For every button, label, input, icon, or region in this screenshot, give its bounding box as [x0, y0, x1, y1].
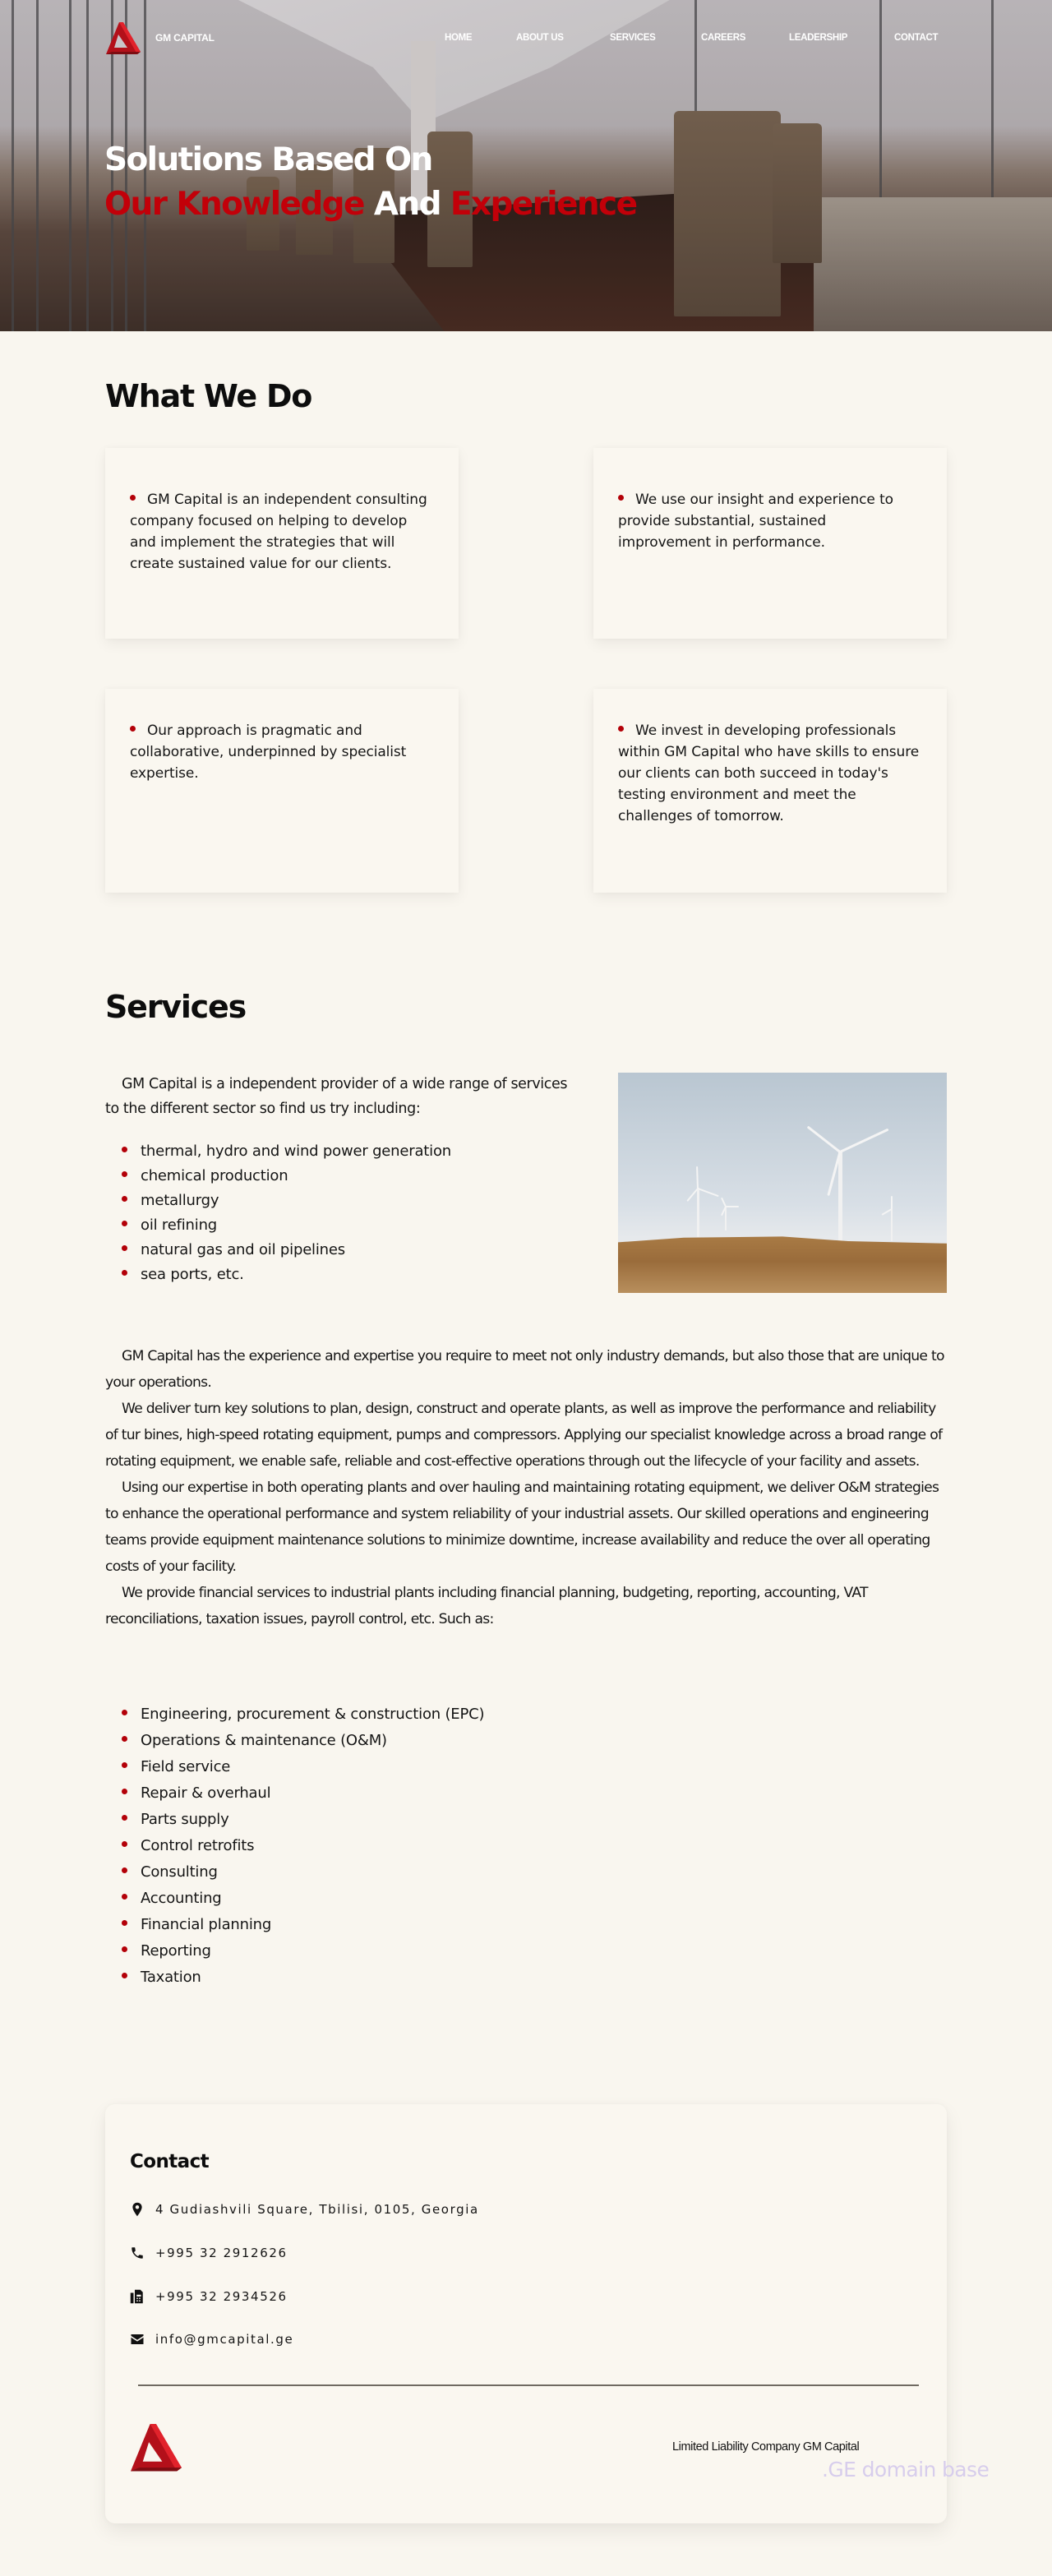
offering-label: Financial planning	[141, 1916, 272, 1933]
offering-label: Repair & overhaul	[141, 1784, 271, 1802]
what-we-do-card	[593, 689, 947, 893]
services-title: Services	[105, 989, 246, 1025]
phone-text: +995 32 2912626	[155, 2246, 288, 2260]
company-legal-name: Limited Liability Company GM Capital	[672, 2440, 860, 2454]
bullet-icon	[122, 1815, 127, 1821]
ge-domain-badge-link[interactable]: .GE domain base	[822, 2458, 990, 2481]
bullet-icon	[122, 1221, 127, 1226]
hero-section	[0, 0, 1052, 331]
offering-item	[122, 1754, 484, 1780]
hero-headline	[104, 138, 636, 227]
bullet-icon	[122, 1973, 127, 1978]
offering-item	[122, 1859, 484, 1886]
offering-item	[122, 1912, 484, 1938]
top-navigation	[0, 0, 1052, 74]
hill-ground	[618, 1235, 947, 1293]
offering-item	[122, 1938, 484, 1964]
sector-item	[122, 1139, 451, 1164]
contact-footer	[105, 2104, 947, 2523]
bullet-icon	[122, 1270, 127, 1276]
nav-contact[interactable]: CONTACT	[894, 33, 939, 43]
sector-item	[122, 1213, 451, 1238]
offerings-list	[122, 1701, 484, 1991]
hero-connector: And	[363, 186, 450, 223]
offering-item	[122, 1701, 484, 1728]
offering-item	[122, 1807, 484, 1833]
offering-label: Operations & maintenance (O&M)	[141, 1732, 387, 1749]
services-intro	[105, 1072, 582, 1121]
bullet-icon	[122, 1762, 127, 1768]
what-we-do-card	[593, 448, 947, 639]
nav-home[interactable]: HOME	[445, 33, 473, 43]
nav-services[interactable]: SERVICES	[610, 33, 656, 43]
bullet-icon	[122, 1894, 127, 1900]
services-paragraph: We provide financial services to industrial plants including financial planning, budgeting, reporting, accounting, VAT reconciliations, taxation issues, payroll control, etc. Such as:	[105, 1585, 868, 1627]
offering-item	[122, 1780, 484, 1807]
offering-label: Field service	[141, 1758, 231, 1775]
what-we-do-card	[105, 448, 459, 639]
bullet-icon	[122, 1867, 127, 1873]
bullet-icon	[618, 726, 624, 732]
contact-title: Contact	[130, 2151, 209, 2172]
nav-careers[interactable]: CAREERS	[701, 33, 746, 43]
what-we-do-title: What We Do	[105, 378, 312, 414]
sector-label: chemical production	[141, 1167, 288, 1184]
card-text-content: We use our insight and experience to provide substantial, sustained improvement in performance.	[618, 492, 893, 551]
bullet-icon	[122, 1171, 127, 1177]
hero-highlight-experience: Experience	[450, 186, 637, 223]
sector-item	[122, 1238, 451, 1263]
gm-capital-footer-logo-icon	[127, 2421, 185, 2472]
fax-text: +995 32 2934526	[155, 2289, 288, 2304]
offering-item	[122, 1728, 484, 1754]
address-text: 4 Gudiashvili Square, Tbilisi, 0105, Georgia	[155, 2202, 479, 2217]
brand-name: GM CAPITAL	[155, 32, 215, 44]
bullet-icon	[130, 726, 136, 732]
nav-leadership[interactable]: LEADERSHIP	[789, 33, 848, 43]
offering-label: Control retrofits	[141, 1837, 255, 1854]
email-text: info@gmcapital.ge	[155, 2332, 294, 2347]
nav-about-us[interactable]: ABOUT US	[516, 33, 564, 43]
sector-label: metallurgy	[141, 1192, 219, 1209]
offering-item	[122, 1833, 484, 1859]
services-paragraph: GM Capital has the experience and expertise you require to meet not only industry demands, but also those that are unique to your operations.	[105, 1348, 944, 1391]
bullet-icon	[122, 1245, 127, 1251]
services-paragraph: Using our expertise in both operating plants and over hauling and maintaining rotating equipment, we deliver O&M strategies to enhance the operational performance and system reliability of your industrial assets. Our skilled operations and engineering teams provide equipment maintenance solutions to minimize downtime, increase availability and reduce the over all operating costs of your facility.	[105, 1480, 939, 1575]
bullet-icon	[122, 1710, 127, 1715]
bullet-icon	[122, 1736, 127, 1742]
sector-label: oil refining	[141, 1216, 217, 1234]
map-marker-icon	[130, 2202, 145, 2217]
sector-label: natural gas and oil pipelines	[141, 1241, 345, 1258]
envelope-icon	[130, 2332, 145, 2347]
offering-label: Consulting	[141, 1863, 218, 1881]
services-paragraph: We deliver turn key solutions to plan, design, construct and operate plants, as well as improve the performance and reliability of tur bines, high-speed rotating equipment, pumps and compressors. Applying our specialist knowledge across a broad range of rotating equipment, we enable safe, reliable and cost-effective operations through out the lifecycle of your facility and assets.	[105, 1401, 943, 1470]
contact-address	[130, 2202, 479, 2217]
card-text-content: GM Capital is an independent consulting company focused on helping to develop and implement the strategies that will create sustained value for our clients.	[130, 492, 427, 572]
services-description	[105, 1343, 947, 1632]
what-we-do-card	[105, 689, 459, 893]
gm-capital-logo-icon	[104, 21, 142, 55]
brand-logo-link[interactable]	[104, 21, 215, 55]
bullet-icon	[122, 1920, 127, 1926]
offering-label: Accounting	[141, 1890, 222, 1907]
offering-item	[122, 1964, 484, 1991]
wind-turbines-image	[618, 1073, 947, 1293]
bullet-icon	[122, 1147, 127, 1152]
sector-item	[122, 1189, 451, 1213]
sector-label: sea ports, etc.	[141, 1266, 244, 1283]
sector-item	[122, 1263, 451, 1287]
bullet-icon	[618, 495, 624, 501]
offering-label: Taxation	[141, 1969, 201, 1986]
bullet-icon	[122, 1841, 127, 1847]
footer-divider	[138, 2384, 919, 2386]
contact-fax[interactable]	[130, 2289, 288, 2304]
hero-highlight-knowledge: Our Knowledge	[104, 186, 364, 223]
sector-list	[122, 1139, 451, 1287]
bullet-icon	[122, 1946, 127, 1952]
contact-phone[interactable]	[130, 2246, 288, 2260]
card-text	[130, 489, 434, 575]
bullet-icon	[130, 495, 136, 501]
card-text	[130, 720, 434, 784]
sector-label: thermal, hydro and wind power generation	[141, 1143, 451, 1160]
fax-icon	[130, 2289, 145, 2304]
offering-label: Reporting	[141, 1942, 211, 1960]
bullet-icon	[122, 1789, 127, 1794]
hero-line-1: Solutions Based On	[104, 141, 432, 178]
services-intro-text: GM Capital is a independent provider of a wide range of services to the different sector so find us try including:	[105, 1076, 568, 1117]
offering-item	[122, 1886, 484, 1912]
offering-label: Parts supply	[141, 1811, 229, 1828]
offering-label: Engineering, procurement & construction (EPC)	[141, 1706, 485, 1723]
card-text	[618, 720, 922, 827]
contact-email[interactable]	[130, 2332, 293, 2347]
bullet-icon	[122, 1196, 127, 1202]
card-text-content: Our approach is pragmatic and collaborative, underpinned by specialist expertise.	[130, 722, 407, 782]
phone-icon	[130, 2246, 145, 2260]
card-text	[618, 489, 922, 553]
card-text-content: We invest in developing professionals within GM Capital who have skills to ensure our clients can both succeed in today's testing environment and meet the challenges of tomorrow.	[618, 722, 920, 824]
sector-item	[122, 1164, 451, 1189]
